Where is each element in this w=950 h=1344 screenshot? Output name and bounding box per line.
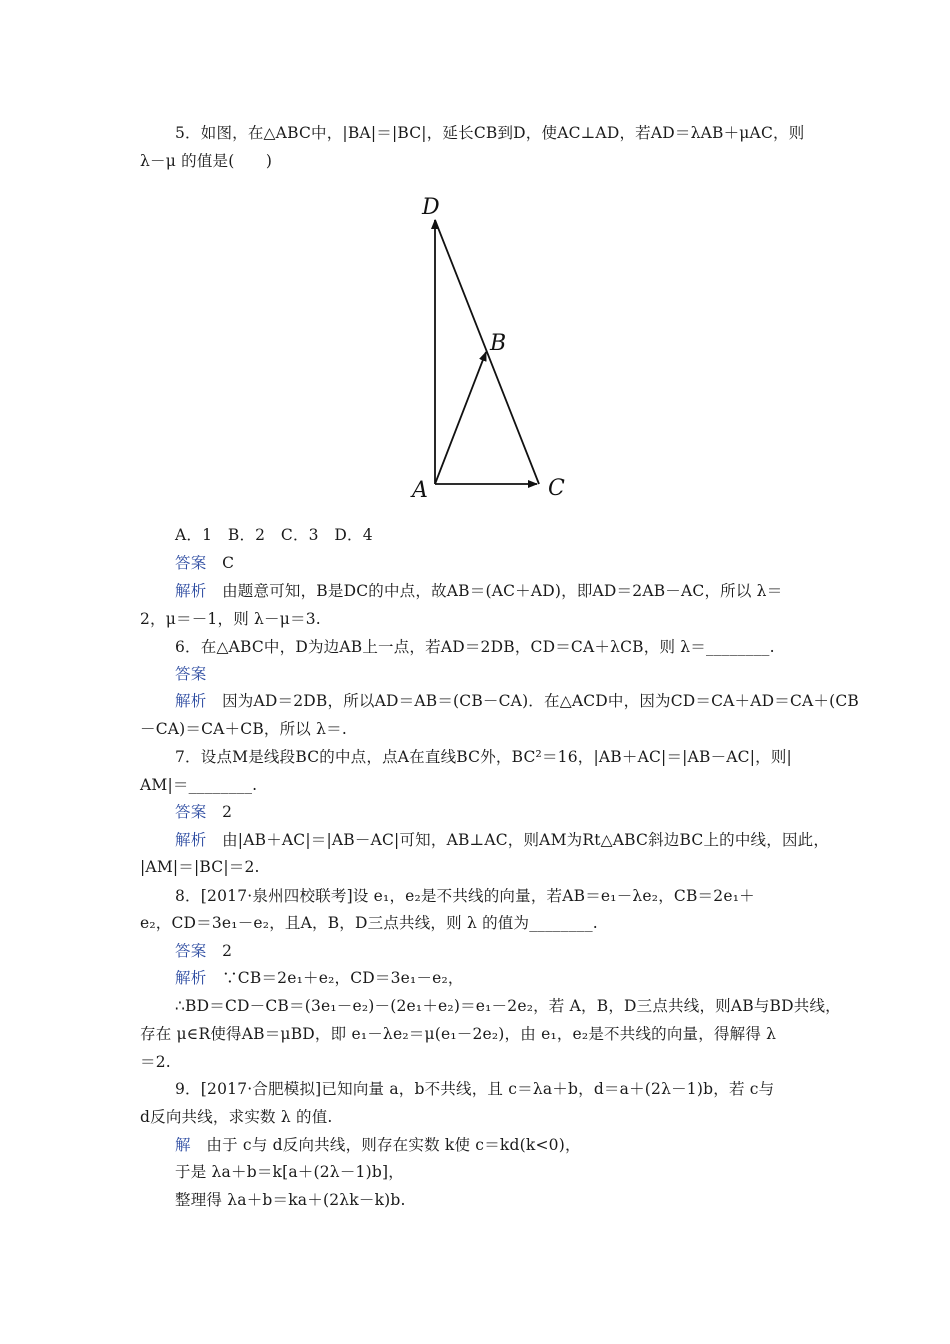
q6-analysis-line2: －CA)＝CA＋CB，所以 λ＝.	[140, 720, 347, 738]
q8-analysis-line1	[175, 968, 464, 988]
q5-options: A．1 B．2 C．3 D．4	[175, 526, 373, 544]
label-a: A	[412, 478, 428, 503]
answer-value: 2	[222, 803, 233, 821]
solution-text: 由于 c与 d反向共线，则存在实数 k使 c＝kd(k<0)，	[206, 1136, 581, 1154]
q8-stem-line2: e₂，CD＝3e₁－e₂，且A，B，D三点共线，则 λ 的值为________.	[140, 914, 598, 932]
q6-answer	[175, 664, 206, 684]
q9-stem-line1: 9．[2017·合肥模拟]已知向量 a，b不共线，且 c＝λa＋b，d＝a＋(2λ－1)b，若 c与	[175, 1080, 775, 1098]
q8-stem-line1: 8．[2017·泉州四校联考]设 e₁，e₂是不共线的向量，若AB＝e₁－λe₂，CB＝2e₁＋	[175, 887, 755, 905]
analysis-tag: 解析	[175, 582, 207, 600]
analysis-tag: 解析	[175, 831, 207, 849]
q7-analysis-line1	[175, 830, 829, 850]
q9-stem-line2: d反向共线，求实数 λ 的值.	[140, 1108, 333, 1126]
q6-stem: 6．在△ABC中，D为边AB上一点，若AD＝2DB，CD＝CA＋λCB，则 λ＝________.	[175, 638, 775, 656]
label-b: B	[490, 331, 507, 356]
analysis-text: 由|AB＋AC|＝|AB－AC|可知，AB⊥AC，则AM为Rt△ABC斜边BC上的中线，因此，	[222, 831, 830, 849]
label-c: C	[548, 476, 565, 501]
analysis-text: 因为AD＝2DB，所以AD＝AB＝(CB－CA)．在△ACD中，因为CD＝CA＋AD＝CA＋(CB	[222, 692, 860, 710]
analysis-text: ∵CB＝2e₁＋e₂，CD＝3e₁－e₂，	[222, 969, 464, 987]
q7-answer	[175, 802, 232, 822]
q5-stem-line2: λ－μ 的值是( )	[140, 152, 273, 170]
q5-stem-line1: 5．如图，在△ABC中，|BA|＝|BC|，延长CB到D，使AC⊥AD，若AD＝λAB＋μAC，则	[175, 124, 805, 142]
analysis-tag: 解析	[175, 692, 207, 710]
answer-tag: 答案	[175, 554, 207, 572]
q7-stem-line2: AM|＝________.	[140, 776, 258, 794]
answer-value: 2	[222, 942, 233, 960]
label-d: D	[422, 195, 440, 220]
solution-tag: 解	[175, 1136, 191, 1154]
triangle-diagram	[400, 182, 585, 517]
q8-analysis-line4: ＝2.	[140, 1053, 171, 1071]
q5-answer	[175, 553, 234, 573]
q5-analysis-line2: 2，μ＝－1，则 λ－μ＝3.	[140, 610, 321, 628]
q6-analysis-line1	[175, 691, 859, 711]
q8-answer	[175, 941, 232, 961]
q9-solution-line2: 于是 λa＋b＝k[a＋(2λ－1)b]，	[175, 1163, 404, 1181]
analysis-tag: 解析	[175, 969, 207, 987]
q7-analysis-line2: |AM|＝|BC|＝2.	[140, 858, 260, 876]
q7-stem-line1: 7．设点M是线段BC的中点，点A在直线BC外，BC²＝16，|AB＋AC|＝|AB－AC|，则|	[175, 748, 792, 766]
q8-analysis-line3: 存在 μ∈R使得AB＝μBD，即 e₁－λe₂＝μ(e₁－2e₂)，由 e₁，e₂是不共线的向量，得解得 λ	[140, 1025, 777, 1043]
q9-solution-line3: 整理得 λa＋b＝ka＋(2λk－k)b.	[175, 1191, 406, 1209]
q9-solution-line1	[175, 1135, 581, 1155]
q8-analysis-line2: ∴BD＝CD－CB＝(3e₁－e₂)－(2e₁＋e₂)＝e₁－2e₂，若 A，B，D三点共线，则AB与BD共线，	[175, 997, 841, 1015]
answer-value: C	[222, 554, 235, 572]
answer-tag: 答案	[175, 803, 207, 821]
q5-triangle-figure	[400, 182, 585, 517]
q5-analysis-line1	[175, 581, 782, 601]
analysis-text: 由题意可知，B是DC的中点，故AB＝(AC＋AD)，即AD＝2AB－AC，所以 λ＝	[222, 582, 783, 600]
answer-tag: 答案	[175, 665, 207, 683]
vector-ab	[435, 352, 486, 484]
answer-tag: 答案	[175, 942, 207, 960]
